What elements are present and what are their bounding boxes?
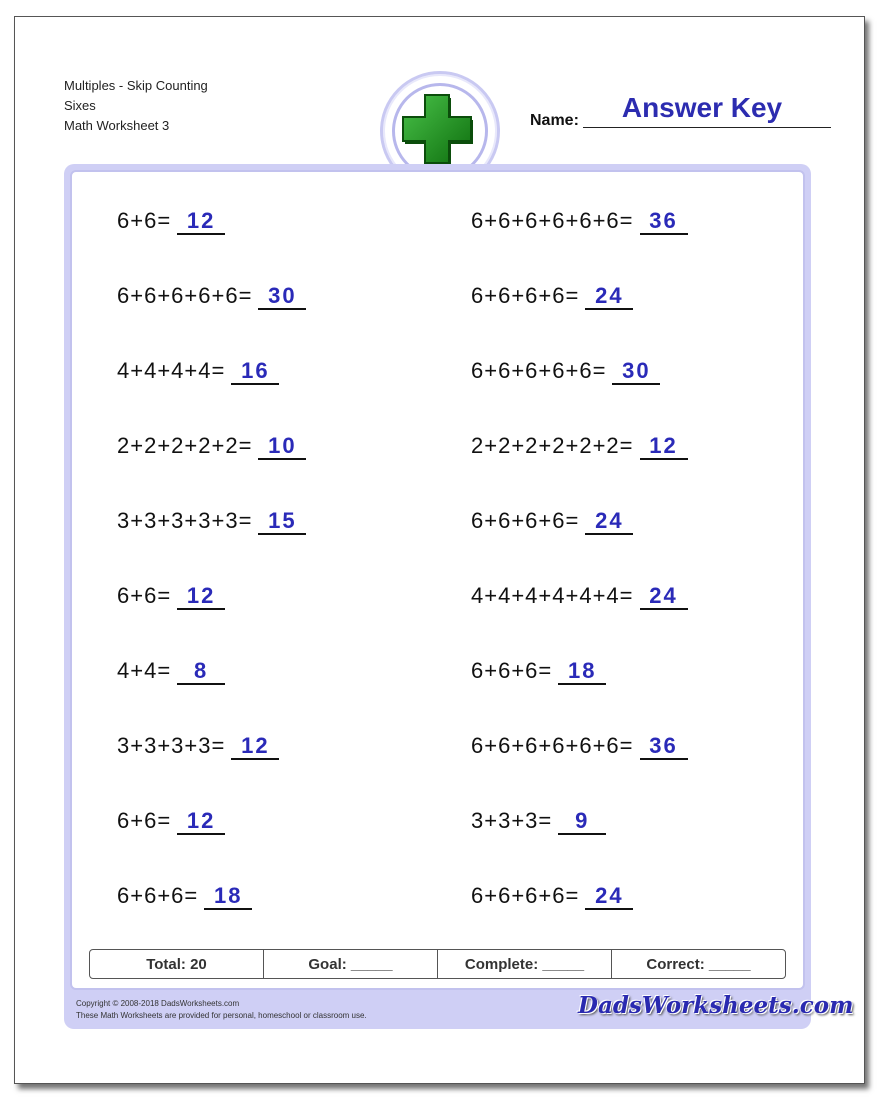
problem-expression: 4+4+4+4= [117, 358, 226, 383]
problem-expression: 6+6+6+6+6+6= [471, 208, 634, 233]
problem-item [471, 808, 606, 835]
problem-expression: 3+3+3+3= [117, 733, 226, 758]
problem-answer: 18 [204, 884, 252, 910]
problem-item [117, 208, 225, 235]
problem-expression: 3+3+3+3+3= [117, 508, 253, 533]
problem-item [471, 883, 633, 910]
copyright-line: Copyright © 2008-2018 DadsWorksheets.com [76, 999, 240, 1008]
problem-answer: 15 [258, 509, 306, 535]
goal-cell: Goal: _____ [264, 950, 438, 978]
problem-item [471, 208, 688, 235]
problem-expression: 6+6+6= [471, 658, 553, 683]
problem-item [117, 508, 306, 535]
problem-answer: 12 [177, 809, 225, 835]
problem-answer: 24 [585, 284, 633, 310]
answer-key-title: Answer Key [621, 92, 783, 123]
problem-expression: 6+6= [117, 583, 172, 608]
problem-expression: 6+6+6+6+6= [117, 283, 253, 308]
problem-answer: 12 [231, 734, 279, 760]
problem-item [117, 658, 225, 685]
problem-item [117, 733, 279, 760]
problem-item [117, 808, 225, 835]
problem-answer: 9 [558, 809, 606, 835]
problem-expression: 6+6+6+6= [471, 883, 580, 908]
problem-expression: 3+3+3= [471, 808, 553, 833]
problem-answer: 24 [640, 584, 688, 610]
problem-item [117, 883, 252, 910]
problem-expression: 6+6+6+6+6+6= [471, 733, 634, 758]
problem-answer: 30 [612, 359, 660, 385]
problem-item [471, 583, 688, 610]
problem-expression: 4+4= [117, 658, 172, 683]
name-line [583, 127, 831, 128]
problem-item [471, 433, 688, 460]
problem-item [117, 283, 306, 310]
problem-item [471, 733, 688, 760]
problem-answer: 30 [258, 284, 306, 310]
problem-answer: 10 [258, 434, 306, 460]
problem-expression: 6+6+6+6= [471, 508, 580, 533]
problem-expression: 4+4+4+4+4+4= [471, 583, 634, 608]
problem-item [117, 433, 306, 460]
problem-answer: 16 [231, 359, 279, 385]
complete-cell: Complete: _____ [438, 950, 612, 978]
problem-answer: 36 [640, 734, 688, 760]
problem-item [117, 583, 225, 610]
problem-answer: 24 [585, 509, 633, 535]
copyright-text [76, 998, 367, 1022]
problem-expression: 6+6= [117, 208, 172, 233]
score-bar [89, 949, 786, 979]
correct-cell: Correct: _____ [646, 955, 751, 973]
problem-item [471, 283, 633, 310]
problem-answer: 12 [177, 209, 225, 235]
problem-expression: 6+6+6+6+6= [471, 358, 607, 383]
total-cell: Total: 20 [90, 950, 264, 978]
problem-item [471, 658, 606, 685]
problem-expression: 2+2+2+2+2+2= [471, 433, 634, 458]
worksheet-subtopic: Sixes [64, 98, 96, 113]
problem-answer: 18 [558, 659, 606, 685]
problem-expression: 2+2+2+2+2= [117, 433, 253, 458]
worksheet-number: Math Worksheet 3 [64, 118, 170, 133]
plus-icon [397, 89, 477, 169]
problem-expression: 6+6= [117, 808, 172, 833]
usage-notice: These Math Worksheets are provided for personal, homeschool or classroom use. [76, 1011, 367, 1020]
problem-expression: 6+6+6= [117, 883, 199, 908]
problem-expression: 6+6+6+6= [471, 283, 580, 308]
problem-answer: 12 [177, 584, 225, 610]
worksheet-topic: Multiples - Skip Counting [64, 78, 208, 93]
problem-answer: 8 [177, 659, 225, 685]
problem-answer: 24 [585, 884, 633, 910]
name-label: Name: [530, 112, 579, 129]
problem-item [471, 358, 660, 385]
problem-item [117, 358, 279, 385]
brand-logo: DadsWorksheets.com [578, 992, 854, 1019]
problem-item [471, 508, 633, 535]
problem-answer: 12 [640, 434, 688, 460]
problem-answer: 36 [640, 209, 688, 235]
